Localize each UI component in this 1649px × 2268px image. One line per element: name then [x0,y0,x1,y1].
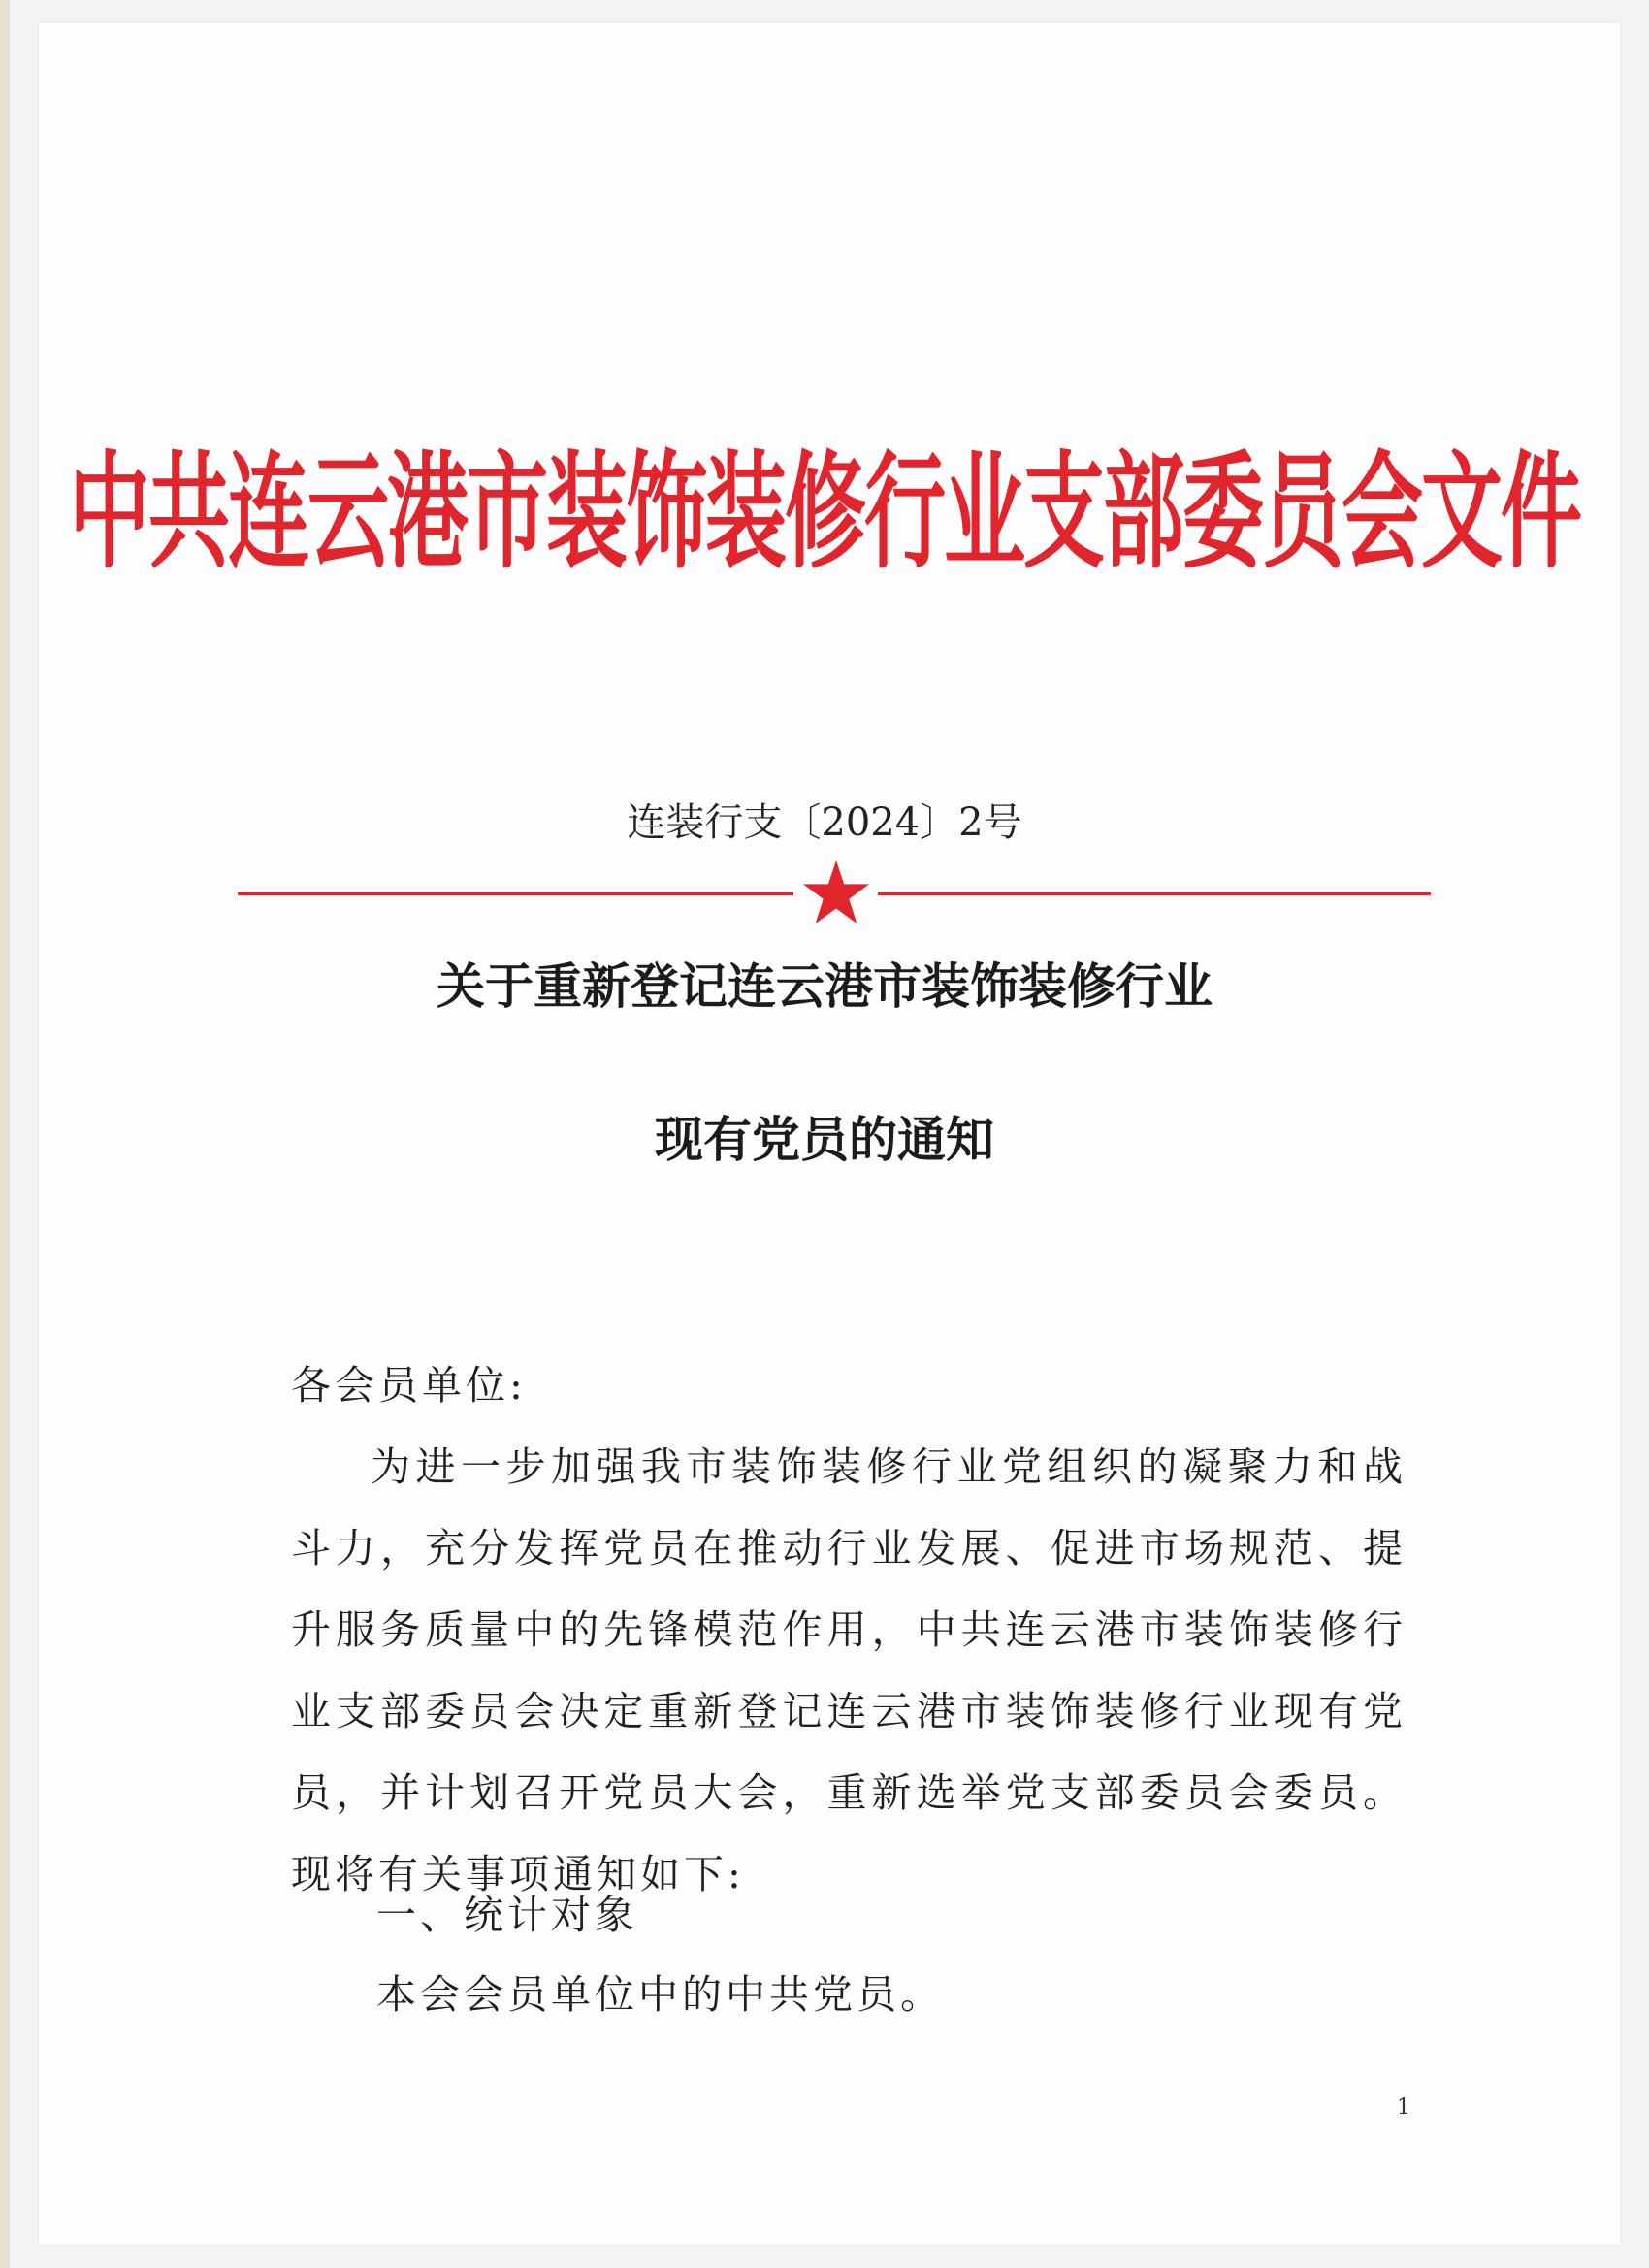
section-1-text: 本会会员单位中的中共党员。 [376,1971,944,2018]
section-1-heading: 一、统计对象 [376,1892,638,1938]
body-paragraph: 为进一步加强我市装饰装修行业党组织的凝聚力和战斗力，充分发挥党员在推动行业发展、促进市场规范、提升服务质量中的先锋模范作用，中共连云港市装饰装修行业支部委员会决定重新登记连云港市装饰装修行业现有党员，并计划召开党员大会，重新选举党支部委员会委员。现将有关事项通知如下: [291,1443,1406,1897]
red-rule-left [238,892,793,895]
red-header-title: 中共连云港市装饰装修行业支部委员会文件 [68,437,1580,586]
page-number: 1 [1397,2095,1410,2120]
notice-title-line-2: 现有党员的通知 [655,1111,994,1168]
notice-title-line-1: 关于重新登记连云港市装饰装修行业 [436,957,1212,1015]
red-star-icon [800,858,872,929]
red-rule-right [878,892,1431,895]
salutation: 各会员单位: [291,1362,527,1409]
document-number: 连装行支〔2024〕2号 [627,800,1022,845]
